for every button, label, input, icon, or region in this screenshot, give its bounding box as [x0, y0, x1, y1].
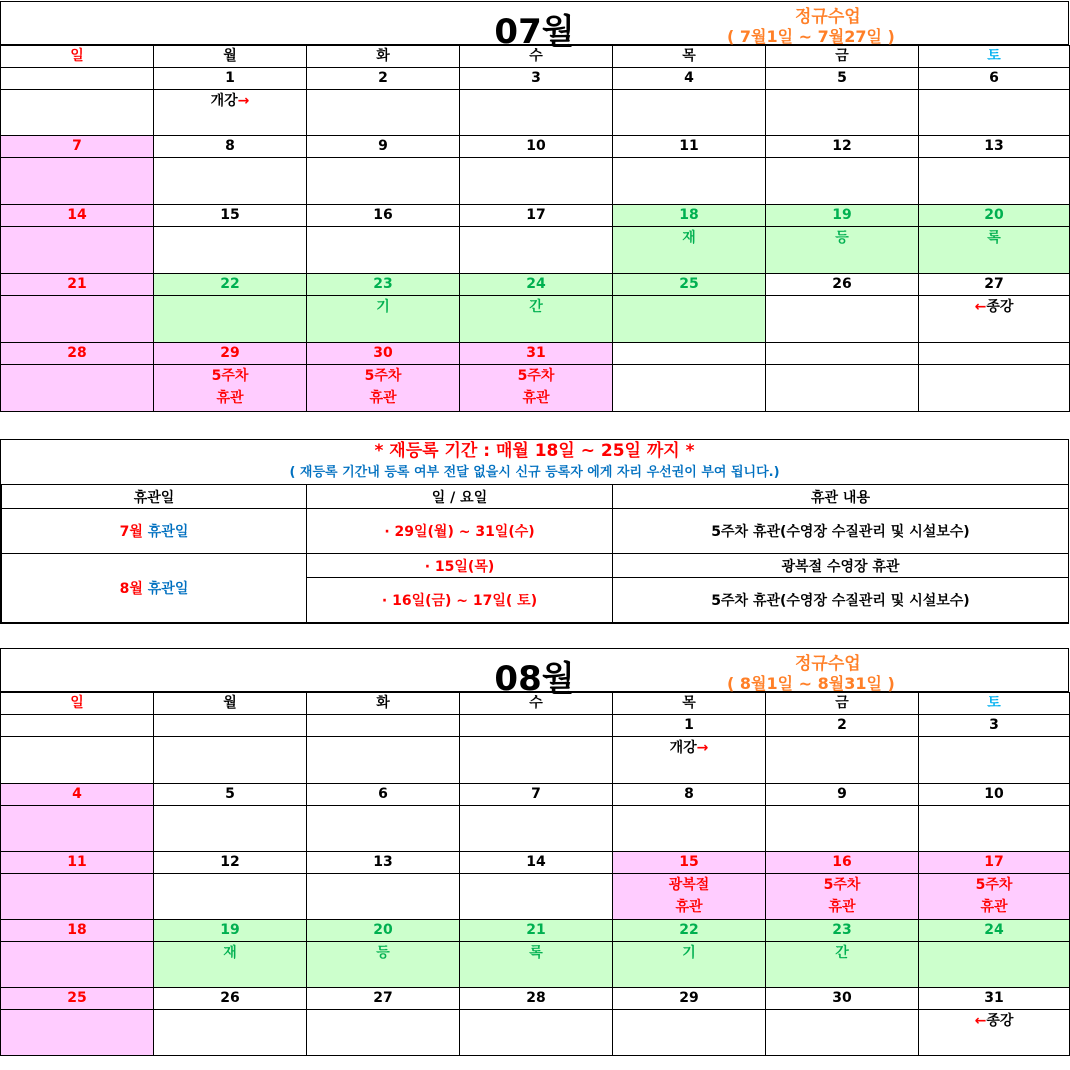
day-number: 8	[154, 136, 307, 158]
day-number	[460, 715, 613, 737]
day-note-line: 휴관	[980, 899, 1008, 915]
day-number: 29	[154, 343, 307, 365]
july-calendar	[0, 1, 1070, 412]
day-number	[1, 715, 154, 737]
regular-class-label: 정규수업	[795, 654, 861, 674]
day-note	[307, 296, 460, 343]
day-number: 25	[613, 274, 766, 296]
day-number: 11	[1, 852, 154, 874]
day-number: 26	[154, 988, 307, 1010]
day-number: 21	[460, 920, 613, 942]
aug-closure-label: 8월 휴관일	[2, 554, 307, 623]
closure-info	[0, 439, 1069, 624]
day-number	[919, 343, 1070, 365]
day-note-line: 5주차	[364, 368, 402, 384]
day-note	[307, 1010, 460, 1056]
day-number: 24	[919, 920, 1070, 942]
day-of-week-header: 화	[307, 693, 460, 715]
august-grid	[0, 692, 1070, 1056]
july-closure-content: 5주차 휴관(수영장 수질관리 및 시설보수)	[613, 509, 1069, 554]
day-number: 1	[613, 715, 766, 737]
day-number: 22	[154, 274, 307, 296]
day-note	[460, 365, 613, 412]
day-number	[613, 343, 766, 365]
day-number: 19	[766, 205, 919, 227]
day-note-line: 재	[682, 230, 696, 246]
day-note	[613, 227, 766, 274]
day-note	[766, 1010, 919, 1056]
day-note	[460, 227, 613, 274]
month-title: 08월	[494, 659, 575, 699]
day-of-week-header: 월	[154, 46, 307, 68]
aug-closure-content-1: 광복절 수영장 휴관	[613, 554, 1069, 578]
month-title: 07월	[494, 12, 575, 52]
day-number: 7	[1, 136, 154, 158]
day-note	[154, 942, 307, 988]
day-number: 3	[460, 68, 613, 90]
day-note-line: 5주차	[211, 368, 249, 384]
day-note	[1, 737, 154, 784]
day-note-line: 록	[987, 230, 1001, 246]
day-note	[154, 806, 307, 852]
day-number: 13	[307, 852, 460, 874]
day-number	[1, 68, 154, 90]
regular-class-label: 정규수업	[795, 7, 861, 27]
day-number: 19	[154, 920, 307, 942]
day-number: 15	[154, 205, 307, 227]
day-note-line: 간	[529, 299, 543, 315]
day-note-line: 5주차	[975, 877, 1013, 893]
july-closure-label: 7월 휴관일	[2, 509, 307, 554]
day-number: 30	[766, 988, 919, 1010]
day-number: 16	[766, 852, 919, 874]
day-number: 13	[919, 136, 1070, 158]
day-note	[460, 296, 613, 343]
july-closure-dates: · 29일(월) ~ 31일(수)	[307, 509, 613, 554]
day-note	[919, 227, 1070, 274]
day-note	[766, 942, 919, 988]
day-note-line: 간	[835, 945, 849, 961]
day-note-line: 개강→	[210, 93, 250, 109]
day-number: 9	[307, 136, 460, 158]
day-note	[766, 296, 919, 343]
day-number: 3	[919, 715, 1070, 737]
day-note	[154, 227, 307, 274]
day-note-line: 기	[376, 299, 390, 315]
day-number	[307, 715, 460, 737]
day-of-week-header: 수	[460, 693, 613, 715]
day-note	[154, 90, 307, 136]
day-number: 20	[307, 920, 460, 942]
day-note	[919, 365, 1070, 412]
day-number: 30	[307, 343, 460, 365]
day-note-line: 휴관	[828, 899, 856, 915]
day-number: 2	[766, 715, 919, 737]
day-number: 5	[154, 784, 307, 806]
day-number: 1	[154, 68, 307, 90]
day-note	[766, 227, 919, 274]
day-note	[919, 1010, 1070, 1056]
header-date: 일 / 요일	[307, 485, 613, 509]
day-note	[919, 874, 1070, 920]
day-number: 23	[766, 920, 919, 942]
august-header	[0, 648, 1069, 699]
day-note-line: 개강→	[669, 740, 709, 756]
day-number: 22	[613, 920, 766, 942]
day-of-week-header: 목	[613, 693, 766, 715]
day-note-line: 5주차	[823, 877, 861, 893]
day-note	[1, 874, 154, 920]
day-note	[919, 158, 1070, 205]
day-number: 31	[919, 988, 1070, 1010]
day-note	[154, 874, 307, 920]
day-note-line: 등	[376, 945, 390, 961]
day-note-line: 휴관	[675, 899, 703, 915]
day-note	[460, 737, 613, 784]
day-note	[766, 806, 919, 852]
day-of-week-header: 금	[766, 46, 919, 68]
day-note	[307, 365, 460, 412]
day-note-line: 휴관	[369, 390, 397, 406]
day-note	[766, 737, 919, 784]
day-of-week-header: 수	[460, 46, 613, 68]
day-number: 20	[919, 205, 1070, 227]
day-note-line: ←종강	[974, 1013, 1014, 1029]
day-note	[919, 806, 1070, 852]
day-note	[307, 227, 460, 274]
day-number	[154, 715, 307, 737]
day-number: 7	[460, 784, 613, 806]
day-number: 14	[460, 852, 613, 874]
day-note	[613, 942, 766, 988]
day-note	[460, 942, 613, 988]
day-note-line: 5주차	[517, 368, 555, 384]
day-number: 10	[919, 784, 1070, 806]
day-note	[307, 806, 460, 852]
day-number: 27	[307, 988, 460, 1010]
day-note	[307, 737, 460, 784]
day-number: 25	[1, 988, 154, 1010]
day-note	[613, 296, 766, 343]
day-note	[460, 90, 613, 136]
day-number: 11	[613, 136, 766, 158]
day-number: 24	[460, 274, 613, 296]
regular-class-range: ( 7월1일 ~ 7월27일 )	[727, 27, 895, 46]
day-note	[307, 874, 460, 920]
day-number: 31	[460, 343, 613, 365]
day-number: 23	[307, 274, 460, 296]
day-number: 29	[613, 988, 766, 1010]
day-note	[613, 90, 766, 136]
day-number: 4	[613, 68, 766, 90]
day-number: 8	[613, 784, 766, 806]
re-registration-note: ( 재등록 기간내 등록 여부 전달 없을시 신규 등록자 에게 자리 우선권이 부여 됩니다.)	[289, 465, 780, 480]
day-number: 2	[307, 68, 460, 90]
day-note	[307, 942, 460, 988]
day-note	[1, 158, 154, 205]
day-note	[613, 158, 766, 205]
day-note-line: ←종강	[974, 299, 1014, 315]
day-number	[766, 343, 919, 365]
day-number: 6	[307, 784, 460, 806]
day-of-week-header: 일	[1, 693, 154, 715]
aug-closure-dates-2: · 16일(금) ~ 17일( 토)	[307, 578, 613, 623]
day-note	[460, 874, 613, 920]
day-note-line: 휴관	[216, 390, 244, 406]
day-of-week-header: 화	[307, 46, 460, 68]
day-number: 6	[919, 68, 1070, 90]
day-of-week-header: 월	[154, 693, 307, 715]
day-note	[613, 365, 766, 412]
day-number: 18	[1, 920, 154, 942]
day-note	[766, 874, 919, 920]
day-number: 28	[460, 988, 613, 1010]
day-note	[1, 90, 154, 136]
day-note	[154, 1010, 307, 1056]
day-note	[460, 158, 613, 205]
re-registration-title: * 재등록 기간 : 매월 18일 ~ 25일 까지 *	[374, 441, 695, 461]
day-note	[613, 874, 766, 920]
day-note	[460, 806, 613, 852]
day-number: 12	[154, 852, 307, 874]
day-note	[613, 1010, 766, 1056]
day-number: 12	[766, 136, 919, 158]
day-of-week-header: 토	[919, 693, 1070, 715]
aug-closure-dates-1: · 15일(목)	[307, 554, 613, 578]
day-number: 15	[613, 852, 766, 874]
day-note	[154, 158, 307, 205]
day-note	[1, 806, 154, 852]
day-number: 28	[1, 343, 154, 365]
day-note	[919, 90, 1070, 136]
day-note-line: 등	[835, 230, 849, 246]
day-note-line: 광복절	[668, 877, 710, 893]
day-note	[1, 296, 154, 343]
day-note	[766, 90, 919, 136]
day-note	[613, 737, 766, 784]
day-note	[1, 942, 154, 988]
day-number: 17	[919, 852, 1070, 874]
day-number: 16	[307, 205, 460, 227]
day-note	[766, 158, 919, 205]
day-number: 9	[766, 784, 919, 806]
day-note	[1, 365, 154, 412]
july-header	[0, 1, 1069, 52]
aug-closure-content-2: 5주차 휴관(수영장 수질관리 및 시설보수)	[613, 578, 1069, 623]
day-note-line: 재	[223, 945, 237, 961]
day-note	[307, 158, 460, 205]
day-note	[919, 296, 1070, 343]
header-closure-day: 휴관일	[2, 485, 307, 509]
day-number: 18	[613, 205, 766, 227]
august-calendar	[0, 648, 1070, 1056]
day-number: 26	[766, 274, 919, 296]
header-content: 휴관 내용	[613, 485, 1069, 509]
day-number: 4	[1, 784, 154, 806]
day-of-week-header: 토	[919, 46, 1070, 68]
day-note	[919, 942, 1070, 988]
day-number: 17	[460, 205, 613, 227]
day-number: 21	[1, 274, 154, 296]
day-note-line: 록	[529, 945, 543, 961]
regular-class-range: ( 8월1일 ~ 8월31일 )	[727, 674, 895, 693]
closure-table	[1, 484, 1069, 623]
day-of-week-header: 금	[766, 693, 919, 715]
day-note	[766, 365, 919, 412]
day-note	[154, 296, 307, 343]
day-note-line: 기	[682, 945, 696, 961]
day-note	[613, 806, 766, 852]
july-grid	[0, 45, 1070, 412]
day-note	[307, 90, 460, 136]
day-of-week-header: 일	[1, 46, 154, 68]
day-note	[1, 1010, 154, 1056]
day-note	[154, 365, 307, 412]
day-note-line: 휴관	[522, 390, 550, 406]
day-of-week-header: 목	[613, 46, 766, 68]
day-note	[154, 737, 307, 784]
day-number: 27	[919, 274, 1070, 296]
day-number: 10	[460, 136, 613, 158]
day-number: 14	[1, 205, 154, 227]
day-number: 5	[766, 68, 919, 90]
day-note	[1, 227, 154, 274]
day-note	[460, 1010, 613, 1056]
day-note	[919, 737, 1070, 784]
